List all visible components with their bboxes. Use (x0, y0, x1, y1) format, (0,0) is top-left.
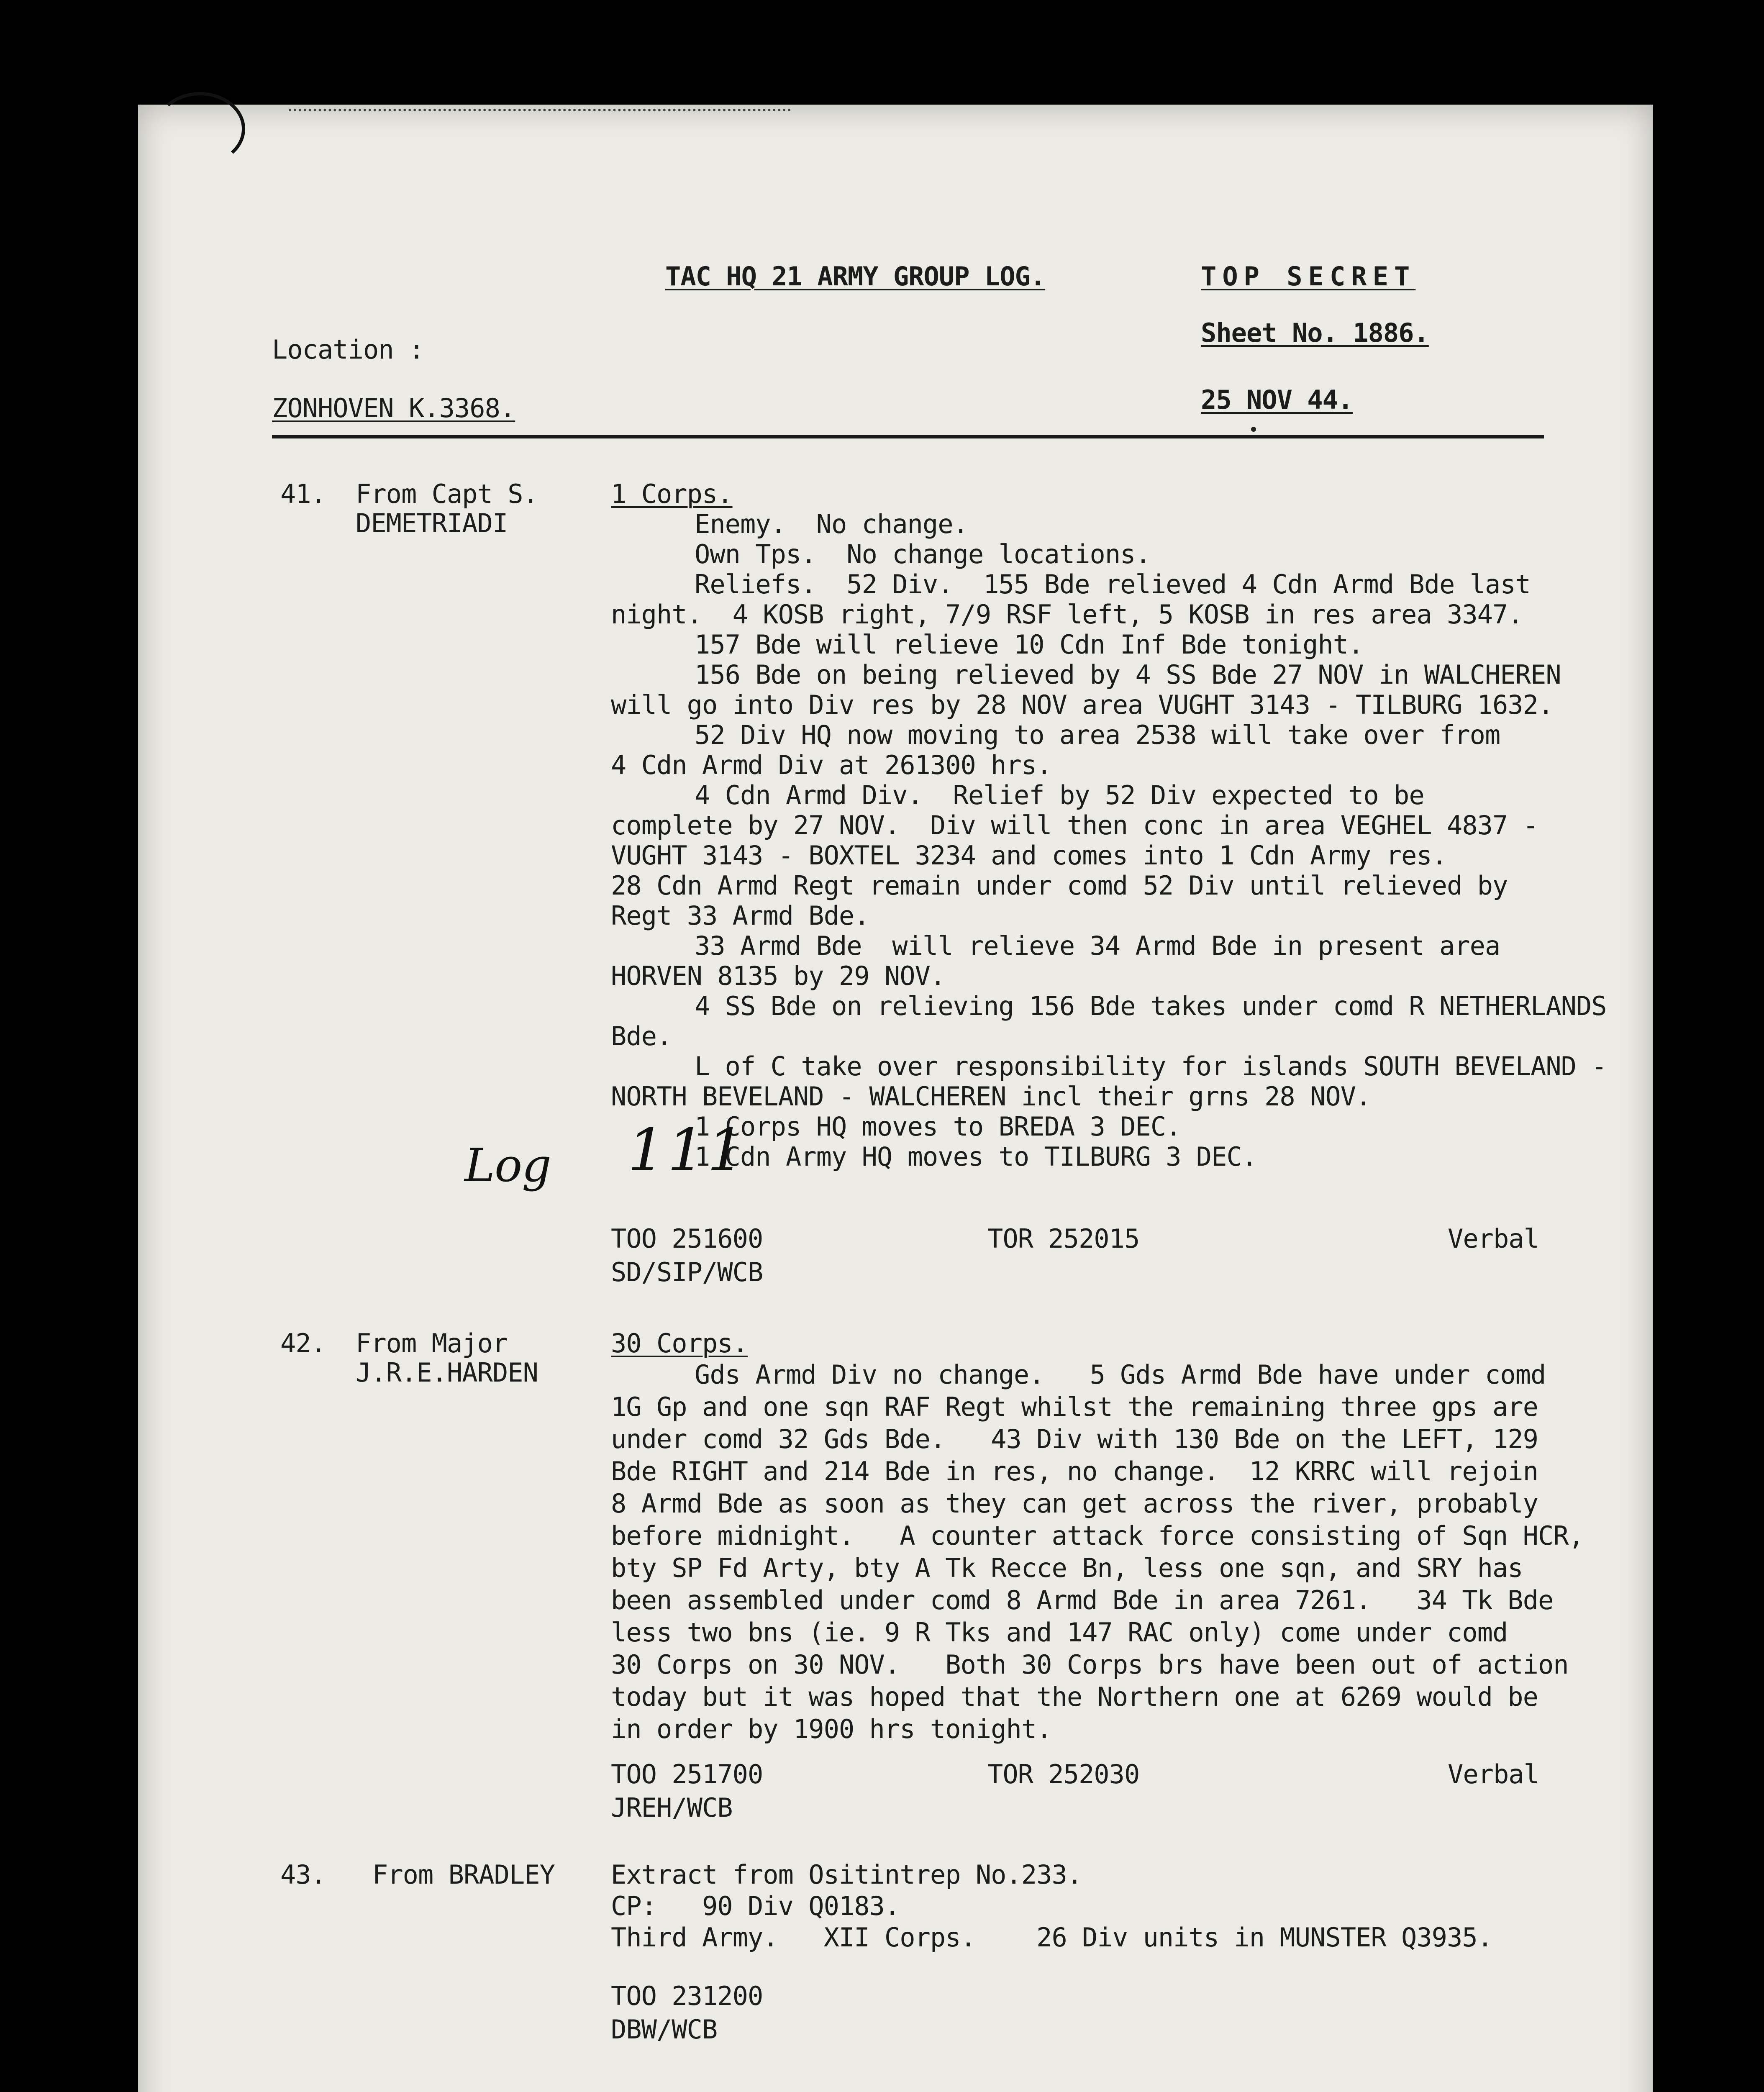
handwritten-tally: 111 (628, 1116, 747, 1184)
entry-from-line: From BRADLEY (372, 1859, 555, 1890)
document-sheet (138, 105, 1653, 2092)
entry-number: 43. (280, 1859, 326, 1890)
entry-line: Bde RIGHT and 214 Bde in res, no change. 12 KRRC will rejoin (611, 1456, 1538, 1487)
entry-line: Enemy. No change. (695, 509, 968, 539)
log-date: 25 NOV 44. (1201, 385, 1353, 415)
entry-line: before midnight. A counter attack force consisting of Sqn HCR, (611, 1520, 1584, 1551)
entry-line: 1 Corps HQ moves to BREDA 3 DEC. (695, 1111, 1181, 1142)
entry-ref: DBW/WCB (611, 2014, 718, 2045)
entry-tor: TOR 252015 (987, 1223, 1140, 1254)
entry-from-line: From Capt S. (356, 479, 538, 509)
entry-method: Verbal (1448, 1223, 1539, 1254)
entry-from-line: From Major (356, 1328, 508, 1359)
location-label: Location : (272, 334, 424, 365)
entry-line: VUGHT 3143 - BOXTEL 3234 and comes into 1 Cdn Army res. (611, 840, 1447, 871)
entry-line: today but it was hoped that the Northern one at 6269 would be (611, 1682, 1538, 1712)
entry-too: TOO 231200 (611, 1981, 763, 2011)
entry-line: 156 Bde on being relieved by 4 SS Bde 27 NOV in WALCHEREN (695, 659, 1561, 690)
entry-line: will go into Div res by 28 NOV area VUGHT 3143 - TILBURG 1632. (611, 690, 1554, 720)
entry-line: under comd 32 Gds Bde. 43 Div with 130 Bde on the LEFT, 129 (611, 1424, 1538, 1454)
log-title: TAC HQ 21 ARMY GROUP LOG. (665, 261, 1046, 292)
top-scratch-marks (289, 109, 791, 120)
entry-line: 1 Cdn Army HQ moves to TILBURG 3 DEC. (695, 1141, 1257, 1172)
entry-from-line: J.R.E.HARDEN (356, 1357, 538, 1388)
entry-line: less two bns (ie. 9 R Tks and 147 RAC only) come under comd (611, 1617, 1508, 1648)
sheet-number: Sheet No. 1886. (1201, 318, 1429, 348)
entry-too: TOO 251600 (611, 1223, 763, 1254)
entry-line: L of C take over responsibility for islands SOUTH BEVELAND - (695, 1051, 1607, 1082)
entry-line: 4 Cdn Armd Div at 261300 hrs. (611, 750, 1052, 780)
entry-line: Own Tps. No change locations. (695, 539, 1151, 569)
entry-number: 42. (280, 1328, 326, 1359)
entry-number: 41. (280, 479, 326, 509)
entry-line: 157 Bde will relieve 10 Cdn Inf Bde tonight. (695, 629, 1364, 660)
entry-line: Reliefs. 52 Div. 155 Bde relieved 4 Cdn Armd Bde last (695, 569, 1531, 600)
entry-ref: JREH/WCB (611, 1792, 733, 1823)
header-rule (272, 435, 1544, 438)
entry-line: Gds Armd Div no change. 5 Gds Armd Bde have under comd (695, 1359, 1546, 1390)
entry-line: 8 Armd Bde as soon as they can get across the river, probably (611, 1488, 1538, 1519)
entry-line: CP: 90 Div Q0183. (611, 1891, 900, 1921)
entry-line: 1 Corps. (611, 479, 733, 509)
entry-line: Extract from Ositintrep No.233. (611, 1859, 1082, 1890)
entry-line: HORVEN 8135 by 29 NOV. (611, 961, 946, 991)
classification: TOP SECRET (1201, 261, 1416, 292)
entry-line: Regt 33 Armd Bde. (611, 900, 869, 931)
handwritten-log-mark: Log (464, 1138, 551, 1192)
entry-line: 4 Cdn Armd Div. Relief by 52 Div expected to be (695, 780, 1424, 810)
entry-from-line: DEMETRIADI (356, 508, 508, 538)
entry-line: in order by 1900 hrs tonight. (611, 1714, 1052, 1744)
entry-line: 30 Corps. (611, 1328, 748, 1359)
entry-line: 1G Gp and one sqn RAF Regt whilst the remaining three gps are (611, 1392, 1538, 1422)
entry-line: 4 SS Bde on relieving 156 Bde takes under comd R NETHERLANDS (695, 991, 1607, 1021)
location-value: ZONHOVEN K.3368. (272, 393, 515, 423)
entry-line: complete by 27 NOV. Div will then conc in area VEGHEL 4837 - (611, 810, 1538, 841)
entry-too: TOO 251700 (611, 1759, 763, 1789)
entry-tor: TOR 252030 (987, 1759, 1140, 1789)
entry-line: 33 Armd Bde will relieve 34 Armd Bde in present area (695, 931, 1500, 961)
entry-ref: SD/SIP/WCB (611, 1257, 763, 1287)
entry-line: bty SP Fd Arty, bty A Tk Recce Bn, less one sqn, and SRY has (611, 1553, 1523, 1583)
entry-line: NORTH BEVELAND - WALCHEREN incl their grns 28 NOV. (611, 1081, 1371, 1112)
entry-line: Third Army. XII Corps. 26 Div units in MUNSTER Q3935. (611, 1922, 1492, 1953)
entry-line: night. 4 KOSB right, 7/9 RSF left, 5 KOSB in res area 3347. (611, 599, 1523, 630)
entry-line: Bde. (611, 1021, 672, 1051)
entry-line: 28 Cdn Armd Regt remain under comd 52 Div until relieved by (611, 870, 1508, 901)
handwritten-curl-mark (155, 92, 245, 166)
entry-method: Verbal (1448, 1759, 1539, 1789)
entry-line: 52 Div HQ now moving to area 2538 will take over from (695, 720, 1500, 750)
entry-line: been assembled under comd 8 Armd Bde in area 7261. 34 Tk Bde (611, 1585, 1554, 1615)
entry-line: 30 Corps on 30 NOV. Both 30 Corps brs have been out of action (611, 1649, 1569, 1680)
ink-dot (1251, 427, 1256, 432)
